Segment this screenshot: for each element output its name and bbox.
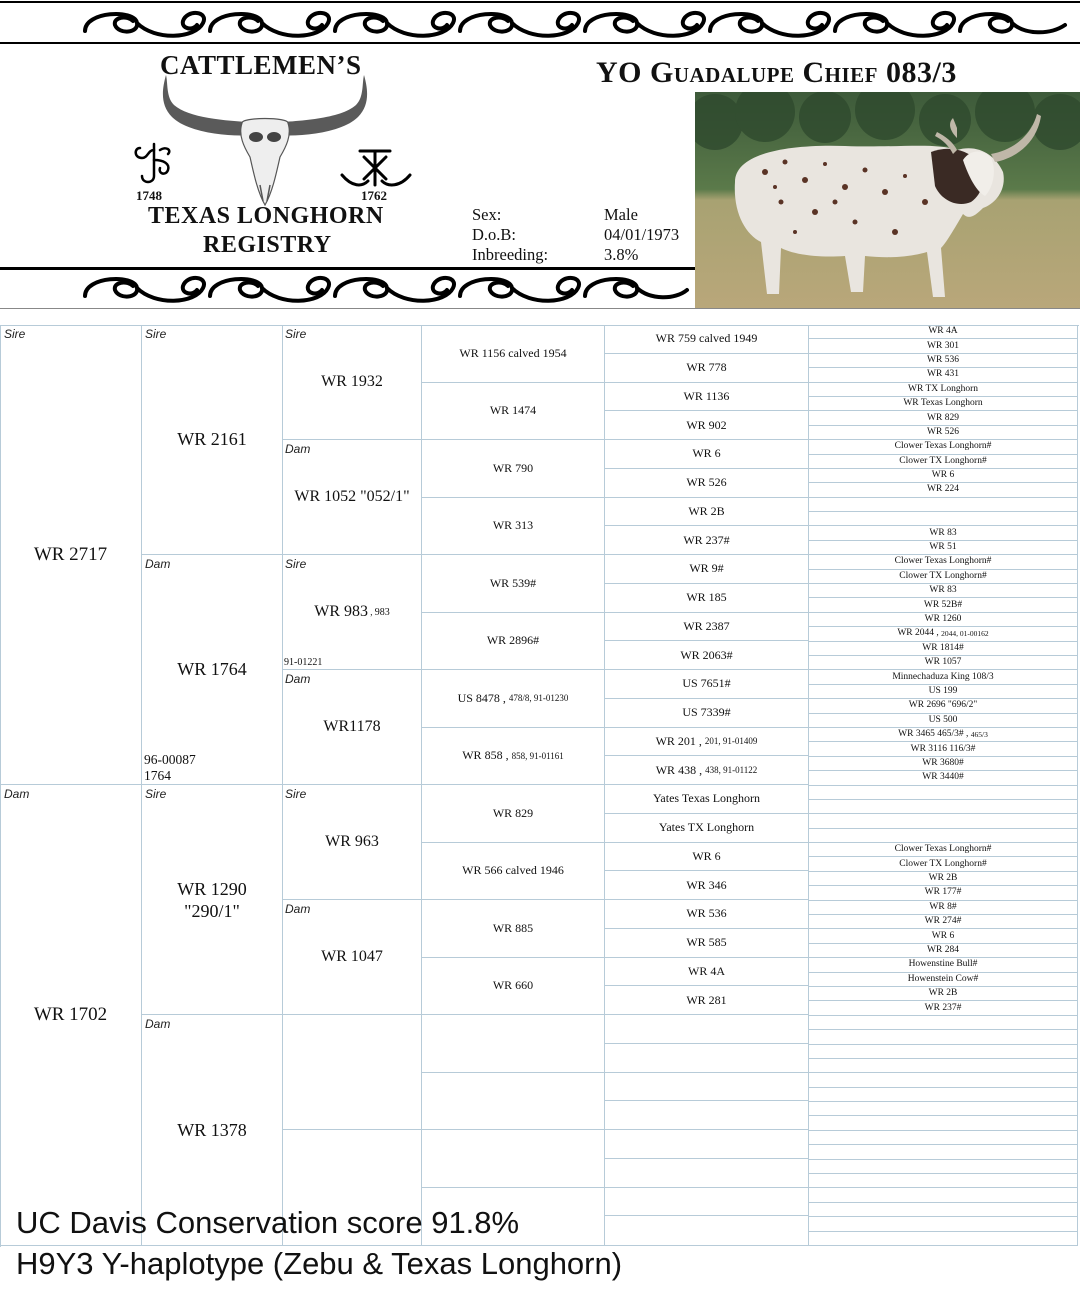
gen6-name: WR 2B — [928, 988, 958, 999]
gen5-16-sep: , — [696, 762, 706, 777]
gen5-25 — [605, 1015, 809, 1044]
gen5-2 — [605, 354, 809, 383]
gen5-26 — [605, 1044, 809, 1073]
gen6-name: WR 1260 — [924, 614, 962, 624]
tag-gen2-sd: Dam — [145, 557, 171, 571]
gen6-name: Minnechaduza King 108/3 — [892, 671, 994, 682]
gen6-name: Clower Texas Longhorn# — [894, 844, 992, 855]
gen6-name: WR 3680# — [922, 757, 964, 768]
gen4-5-name: WR 539# — [489, 575, 537, 590]
gen6-row — [809, 944, 1078, 958]
gen6-name: WR 274# — [924, 916, 962, 927]
gen4-7 — [422, 670, 605, 728]
gen3-6 — [283, 900, 422, 1015]
gen6-row — [809, 512, 1078, 526]
gen4-8-name: WR 858 — [462, 748, 503, 763]
gen6-row — [809, 728, 1078, 742]
gen6-row — [809, 455, 1078, 469]
gen2-sd — [142, 555, 283, 785]
tag-gen2-ss: Sire — [145, 327, 167, 341]
gen6-name: WR Texas Longhorn — [903, 398, 983, 409]
gen6-row — [809, 843, 1078, 857]
gen5-15-suffix: 201, 91-01409 — [704, 736, 758, 747]
gen4-2-name: WR 1474 — [489, 403, 537, 418]
sex-value: Male — [604, 205, 638, 224]
gen5-13 — [605, 670, 809, 699]
tag-gen1-sire: Sire — [4, 327, 26, 341]
gen3-5-name: WR 963 — [325, 833, 379, 850]
gen4-15 — [422, 1130, 605, 1188]
gen3-3-suffix: 983 — [374, 606, 390, 618]
gen5-20 — [605, 871, 809, 900]
gen5-13-name: US 7651# — [682, 676, 731, 691]
gen5-29 — [605, 1130, 809, 1159]
gen6-row — [809, 829, 1078, 843]
gen4-7-sep: , — [499, 690, 509, 705]
gen5-11 — [605, 613, 809, 642]
gen6-row — [809, 1045, 1078, 1059]
tag-gen2-dd: Dam — [145, 1017, 171, 1031]
gen6-name: WR 829 — [927, 412, 959, 423]
bull-photo — [695, 92, 1080, 308]
gen6-name: Howenstine Bull# — [908, 959, 978, 970]
gen6-name: Clower Texas Longhorn# — [894, 556, 992, 567]
gen6-row — [809, 426, 1078, 440]
gen4-3-name: WR 790 — [492, 460, 534, 475]
gen5-27 — [605, 1073, 809, 1102]
gen5-15-sep: , — [695, 733, 705, 748]
gen3-2-name: WR 1052 "052/1" — [294, 488, 410, 505]
gen5-5 — [605, 440, 809, 469]
gen3-4-name: WR1178 — [323, 718, 381, 735]
gen6-row — [809, 469, 1078, 483]
gen6-row — [809, 1001, 1078, 1015]
gen6-row — [809, 685, 1078, 699]
gen6-row — [809, 642, 1078, 656]
gen6-row — [809, 1016, 1078, 1030]
tag-gen3-5: Sire — [285, 787, 307, 801]
gen6-name: Howenstein Cow# — [907, 973, 979, 984]
gen6-row — [809, 1160, 1078, 1174]
gen2-ss — [142, 325, 283, 555]
gen4-10-name: WR 566 calved 1946 — [462, 863, 564, 878]
gen5-10-name: WR 185 — [686, 590, 727, 605]
gen6-row — [809, 987, 1078, 1001]
gen6-row — [809, 901, 1078, 915]
gen5-23 — [605, 958, 809, 987]
gen5-6 — [605, 469, 809, 498]
gen6-row — [809, 526, 1078, 540]
dob-label: D.o.B: — [472, 225, 517, 244]
gen6-row — [809, 1217, 1078, 1231]
gen6-name: WR 301 — [927, 340, 959, 351]
gen5-22 — [605, 929, 809, 958]
gen5-31 — [605, 1188, 809, 1217]
gen5-10 — [605, 584, 809, 613]
y-haplotype: H9Y3 Y-haplotype (Zebu & Texas Longhorn) — [16, 1246, 623, 1281]
header-rule-final — [0, 308, 1080, 309]
left-brand-mark-icon — [130, 140, 180, 190]
gen6-name: US 199 — [928, 685, 958, 696]
gen6-row — [809, 872, 1078, 886]
gen6-row — [809, 541, 1078, 555]
gen5-12 — [605, 641, 809, 670]
gen6-name: WR 1057 — [924, 657, 962, 668]
gen6-name: US 500 — [928, 714, 958, 725]
gen5-5-name: WR 6 — [692, 446, 721, 461]
gen6-row — [809, 699, 1078, 713]
gen4-6-name: WR 2896# — [486, 633, 540, 648]
gen6-row — [809, 814, 1078, 828]
gen6-row — [809, 973, 1078, 987]
gen5-19 — [605, 843, 809, 872]
wr1764-reg-line1: 96-00087 — [144, 752, 196, 767]
gen5-21-name: WR 536 — [686, 906, 727, 921]
pedigree-chart — [0, 325, 1080, 1246]
gen4-2 — [422, 383, 605, 441]
gen6-name: WR 526 — [927, 426, 959, 437]
tag-gen3-3: Sire — [285, 557, 307, 571]
gen6-row — [809, 411, 1078, 425]
gen6-row — [809, 800, 1078, 814]
gen5-23-name: WR 4A — [688, 963, 725, 978]
header-rule-top — [0, 42, 1080, 44]
gen4-3 — [422, 440, 605, 498]
gen6-sep: , — [963, 729, 971, 740]
gen3-1-name: WR 1932 — [321, 373, 383, 390]
gen6-row — [809, 354, 1078, 368]
gen3-2 — [283, 440, 422, 555]
scroll-ornament-top — [75, 3, 1075, 45]
gen3-7 — [283, 1015, 422, 1130]
gen5-1-name: WR 759 calved 1949 — [655, 331, 758, 346]
gen6-name: Clower TX Longhorn# — [899, 858, 987, 869]
gen6-row — [809, 613, 1078, 627]
gen6-row — [809, 1145, 1078, 1159]
gen6-name: WR 3116 116/3# — [910, 743, 976, 754]
gen5-19-name: WR 6 — [692, 848, 721, 863]
gen6-name: WR 1814# — [922, 642, 964, 653]
gen6-name: Clower Texas Longhorn# — [894, 441, 992, 452]
gen6-name: WR 2696 "696/2" — [908, 700, 978, 711]
gen6-name: WR 6 — [931, 470, 955, 481]
gen6-row — [809, 483, 1078, 497]
gen4-4 — [422, 498, 605, 556]
gen5-6-name: WR 526 — [686, 475, 727, 490]
gen6-row — [809, 1203, 1078, 1217]
gen6-row — [809, 1131, 1078, 1145]
registry-brand-top: CATTLEMEN’S — [160, 50, 362, 80]
gen3-3 — [283, 555, 422, 670]
gen6-name: WR 6 — [931, 930, 955, 941]
gen5-18-name: Yates TX Longhorn — [658, 820, 755, 835]
gen6-row — [809, 598, 1078, 612]
gen5-16 — [605, 756, 809, 785]
gen4-12 — [422, 958, 605, 1016]
gen6-row — [809, 886, 1078, 900]
gen6-row — [809, 656, 1078, 670]
gen6-name: WR 52B# — [923, 599, 963, 610]
gen5-18 — [605, 814, 809, 843]
gen6-row — [809, 570, 1078, 584]
gen6-row — [809, 857, 1078, 871]
gen3-4 — [283, 670, 422, 785]
gen6-name: WR 237# — [924, 1002, 962, 1013]
gen6-name: WR 224 — [927, 484, 959, 495]
brand-year-left: 1748 — [136, 188, 162, 203]
gen6-row — [809, 1088, 1078, 1102]
gen5-22-name: WR 585 — [686, 935, 727, 950]
gen6-row — [809, 584, 1078, 598]
gen5-20-name: WR 346 — [686, 877, 727, 892]
gen6-row — [809, 368, 1078, 382]
gen6-row — [809, 339, 1078, 353]
gen2-ds — [142, 785, 283, 1015]
gen5-9 — [605, 555, 809, 584]
gen5-8 — [605, 526, 809, 555]
gen5-17-name: Yates Texas Longhorn — [652, 791, 761, 806]
gen6-row — [809, 1174, 1078, 1188]
gen6-name: WR 2044 — [897, 628, 935, 639]
gen6-name: WR 3440# — [922, 772, 964, 783]
gen5-1 — [605, 325, 809, 354]
gen4-11-name: WR 885 — [492, 920, 534, 935]
gen6-name: WR TX Longhorn — [907, 383, 978, 394]
gen1-dam-name: WR 1702 — [33, 1004, 108, 1025]
gen6-row — [809, 325, 1078, 339]
gen4-7-name: US 8478 — [457, 690, 500, 705]
gen5-7-name: WR 2B — [688, 503, 725, 518]
gen5-16-name: WR 438 — [655, 762, 697, 777]
gen4-11 — [422, 900, 605, 958]
gen5-4-name: WR 902 — [686, 417, 727, 432]
gen6-name: Clower TX Longhorn# — [899, 455, 987, 466]
gen4-4-name: WR 313 — [492, 518, 534, 533]
gen5-21 — [605, 900, 809, 929]
gen5-14 — [605, 699, 809, 728]
inbreeding-label: Inbreeding: — [472, 245, 549, 264]
gen6-name: WR 8# — [929, 901, 957, 912]
gen5-9-name: WR 9# — [689, 561, 724, 576]
gen6-row — [809, 714, 1078, 728]
gen4-1 — [422, 325, 605, 383]
gen1-sire — [0, 325, 142, 785]
gen6-row — [809, 771, 1078, 785]
gen6-name: WR 83 — [929, 585, 957, 596]
gen3-3-sep: , — [368, 607, 375, 617]
tag-gen3-4: Dam — [285, 672, 311, 686]
gen4-1-name: WR 1156 calved 1954 — [459, 345, 567, 360]
gen6-row — [809, 498, 1078, 512]
gen4-8-sep: , — [502, 748, 512, 763]
gen6-row — [809, 786, 1078, 800]
gen5-12-name: WR 2063# — [680, 647, 733, 662]
gen5-8-name: WR 237# — [683, 532, 730, 547]
tag-gen3-1: Sire — [285, 327, 307, 341]
sex-label: Sex: — [472, 205, 502, 224]
gen6-name: WR 3465 465/3# — [898, 729, 964, 740]
gen6-name: WR 51 — [929, 542, 957, 553]
gen4-12-name: WR 660 — [492, 978, 534, 993]
gen5-3 — [605, 383, 809, 412]
gen4-5 — [422, 555, 605, 613]
gen6-row — [809, 1030, 1078, 1044]
animal-name: YO Guadalupe Chief 083/3 — [596, 56, 957, 89]
gen4-6 — [422, 613, 605, 671]
tag-gen2-ds: Sire — [145, 787, 167, 801]
gen5-28 — [605, 1101, 809, 1130]
gen6-row — [809, 397, 1078, 411]
gen5-24-name: WR 281 — [686, 992, 727, 1007]
tag-gen1-dam: Dam — [4, 787, 30, 801]
gen4-8-suffix: 858, 91-01161 — [511, 750, 564, 761]
gen6-name: Clower TX Longhorn# — [899, 570, 987, 581]
gen6-name: WR 4A — [928, 326, 958, 337]
gen6-row — [809, 757, 1078, 771]
gen6-row — [809, 1102, 1078, 1116]
gen5-30 — [605, 1159, 809, 1188]
tag-gen3-2: Dam — [285, 442, 311, 456]
gen6-name: WR 177# — [924, 887, 962, 898]
gen5-3-name: WR 1136 — [683, 388, 730, 403]
gen6-row — [809, 1059, 1078, 1073]
gen5-15 — [605, 728, 809, 757]
dob-value: 04/01/1973 — [604, 225, 680, 244]
gen6-row — [809, 1188, 1078, 1202]
gen6-row — [809, 929, 1078, 943]
gen6-row — [809, 627, 1078, 641]
gen4-13 — [422, 1015, 605, 1073]
gen6-row — [809, 742, 1078, 756]
gen6-row — [809, 1073, 1078, 1087]
tag-gen3-6: Dam — [285, 902, 311, 916]
gen5-14-name: US 7339# — [682, 705, 731, 720]
gen5-15-name: WR 201 — [655, 733, 696, 748]
gen4-8 — [422, 728, 605, 786]
brand-year-right: 1762 — [361, 188, 387, 203]
gen6-row — [809, 383, 1078, 397]
gen1-sire-name: WR 2717 — [33, 543, 108, 565]
gen6-row — [809, 915, 1078, 929]
gen5-7 — [605, 498, 809, 527]
gen4-10 — [422, 843, 605, 901]
gen5-24 — [605, 986, 809, 1015]
gen6-name: WR 284 — [927, 944, 959, 955]
gen5-2-name: WR 778 — [686, 360, 727, 375]
gen3-5 — [283, 785, 422, 900]
gen5-17 — [605, 785, 809, 814]
wr1764-reg-line2: 1764 — [144, 768, 171, 783]
gen2-sd-name: WR 1764 — [177, 659, 247, 679]
gen2-dd-name: WR 1378 — [177, 1119, 247, 1140]
gen5-32 — [605, 1216, 809, 1246]
gen6-name: WR 536 — [927, 354, 959, 365]
gen6-row — [809, 440, 1078, 454]
gen3-6-name: WR 1047 — [321, 948, 383, 965]
gen4-9-name: WR 829 — [492, 805, 534, 820]
gen6-row — [809, 1232, 1078, 1246]
gen1-dam — [0, 785, 142, 1246]
gen4-14 — [422, 1073, 605, 1131]
registry-brand-middle: TEXAS LONGHORN — [148, 203, 384, 229]
gen6-suffix: 465/3 — [970, 730, 988, 740]
gen6-sep: , — [934, 628, 942, 639]
gen4-7-suffix: 478/8, 91-01230 — [508, 693, 569, 704]
gen6-row — [809, 555, 1078, 569]
gen3-3-name: WR 983 — [314, 603, 369, 620]
gen6-row — [809, 670, 1078, 684]
gen2-ds-name: WR 1290 "290/1" — [177, 878, 247, 921]
gen5-16-suffix: 438, 91-01122 — [705, 765, 758, 776]
conservation-score: UC Davis Conservation score 91.8% — [16, 1205, 520, 1240]
gen6-row — [809, 1116, 1078, 1130]
gen6-name: WR 431 — [927, 369, 959, 380]
gen5-4 — [605, 411, 809, 440]
wr983-reg: 91-01221 — [284, 657, 323, 668]
gen4-9 — [422, 785, 605, 843]
right-brand-mark-icon — [338, 145, 413, 193]
gen6-column — [809, 325, 1078, 1246]
scroll-ornament-bottom — [75, 270, 695, 310]
gen6-row — [809, 958, 1078, 972]
registry-brand-bottom: REGISTRY — [203, 232, 332, 258]
gen5-11-name: WR 2387 — [683, 618, 730, 633]
gen6-suffix: 2044, 01-00162 — [941, 629, 989, 639]
gen3-1 — [283, 325, 422, 440]
gen2-ss-name: WR 2161 — [177, 429, 247, 449]
gen6-name: WR 2B — [928, 873, 958, 884]
gen6-name: WR 83 — [929, 527, 957, 538]
inbreeding-value: 3.8% — [604, 245, 639, 264]
